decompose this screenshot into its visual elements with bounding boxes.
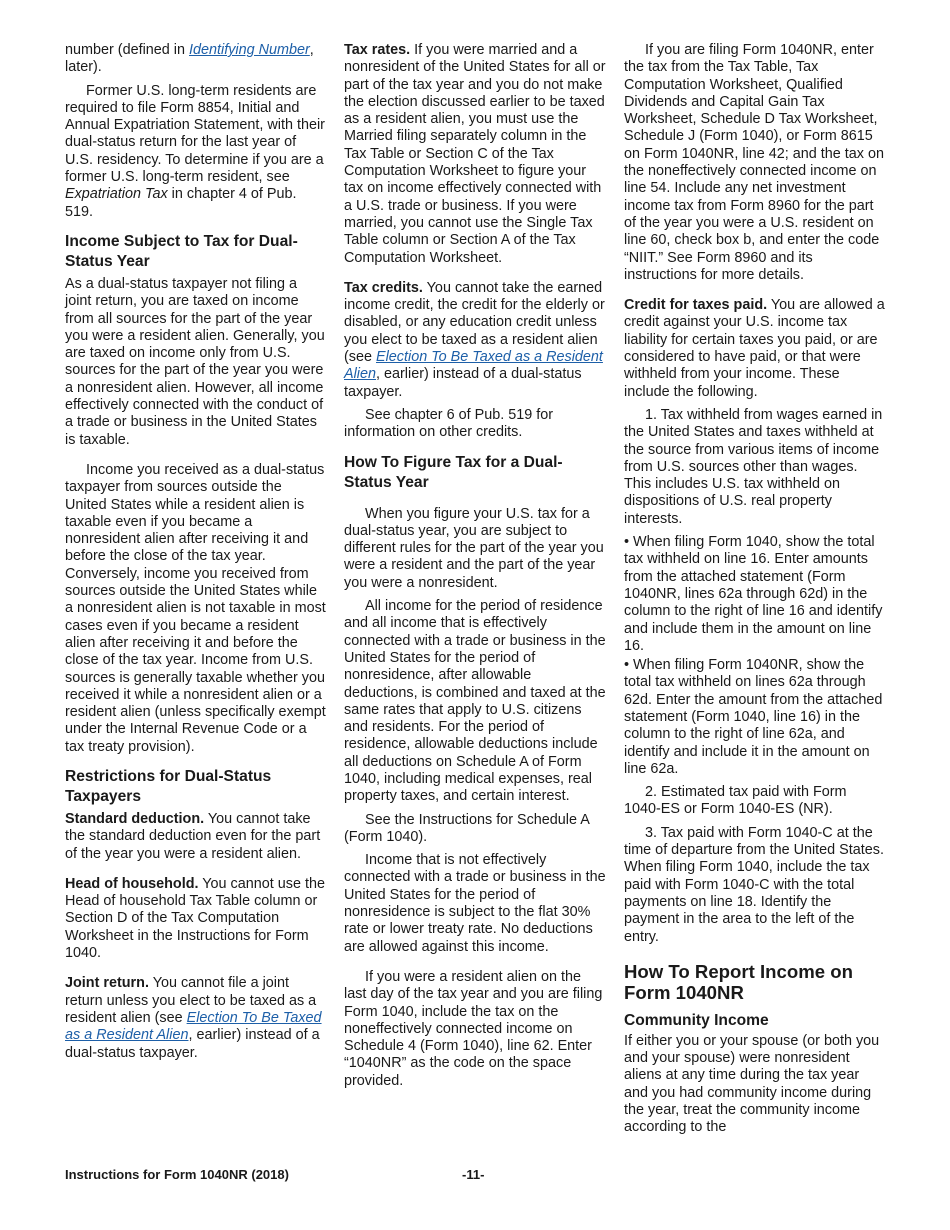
paragraph-chapter-6: See chapter 6 of Pub. 519 for information on other credits.	[344, 406, 554, 441]
paragraph-filing-1040nr: If you are filing Form 1040NR, enter the tax from the Tax Table, Tax Computation Worksheet, Qualified Dividends and Capital Gain Tax Worksheet, Schedule D Tax Worksheet, Schedule J (Form 1040), or Form 8615 on Form 1040NR, line 42; and the tax on the noneffectively connected income on line 54. Include any net investment income tax from Form 8960 for the part of the year you were a U.S. resident on line 60, check box b, and enter the code “NIIT.” See Form 8960 and its instructions for more details.	[624, 42, 884, 283]
heading-how-to-report-income: How To Report Income on Form 1040NR	[624, 960, 853, 1003]
paragraph-head-of-household: Head of household. You cannot use the Head of household Tax Table column or Section D of the Tax Computation Worksheet in the Instructions for Form 1040.	[65, 875, 325, 962]
bullet-form-1040nr: • When filing Form 1040NR, show the total tax withheld on lines 62a through 62d. Enter the amount from the attached statement (Form 1040, line 16) in the column to the right of line 62a, and identify and include it in the amount on line 62a.	[624, 657, 883, 777]
list-item-2: 2. Estimated tax paid with Form 1040-ES or Form 1040-ES (NR).	[624, 784, 847, 818]
paragraph-former-residents: Former U.S. long-term residents are required to file Form 8854, Initial and Annual Expatriation Statement, with their dual-status return for the last year of U.S. residency. To determine if you are a former U.S. long-term resident, see Expatriation Tax in chapter 4 of Pub. 519.	[65, 82, 325, 220]
election-resident-alien-link[interactable]: Election To Be Taxed as a Resident Alien	[344, 349, 603, 383]
identifying-number-link[interactable]: Identifying Number	[189, 42, 310, 58]
paragraph-figure-3: See the Instructions for Schedule A (Form 1040).	[344, 811, 589, 845]
bullet-form-1040: • When filing Form 1040, show the total tax withheld on line 16. Enter amounts from the attached statement (Form 1040NR, lines 62a through 62d) in the column to the right of line 16 and identify and include them in the amount on line 16.	[624, 534, 883, 654]
column-right	[624, 42, 886, 1143]
heading-restrictions: Restrictions for Dual-Status Taxpayers	[65, 767, 272, 805]
footer-form-title: Instructions for Form 1040NR (2018)	[65, 1167, 289, 1182]
heading-community-income: Community Income	[624, 1011, 769, 1029]
paragraph-community-income: If either you or your spouse (or both you and your spouse) were nonresident aliens at any time during the tax year and you had community income during the year, treat the community income according to the	[624, 1032, 880, 1136]
column-middle	[344, 42, 606, 1096]
paragraph-credit-taxes-paid: Credit for taxes paid. You are allowed a credit against your U.S. income tax liability for certain taxes you paid, or are considered to have paid, or that were withheld from your income. These include the following.	[624, 297, 885, 400]
paragraph-identifying-number: number (defined in Identifying Number, later).	[65, 42, 314, 76]
election-resident-alien-link[interactable]: Election To Be Taxed as a Resident Alien	[65, 1009, 322, 1044]
paragraph-figure-4: Income that is not effectively connected with a trade or business in the United States for the period of nonresidence is subject to the flat 30% rate or lower treaty rate. No deductions are allowed against this income.	[344, 852, 606, 955]
column-left	[65, 42, 327, 1068]
list-item-3: 3. Tax paid with Form 1040-C at the time of departure from the United States. When filing Form 1040, include the tax paid with Form 1040-C with the total payments on line 18. Identify the payment in the area to the left of the entry.	[624, 824, 884, 945]
heading-income-subject-to-tax: Income Subject to Tax for Dual-Status Year	[65, 232, 298, 270]
paragraph-tax-rates: Tax rates. If you were married and a nonresident of the United States for all or part of the tax year and you do not make the election discussed earlier to be taxed as a resident alien, you must use the Married filing separately column in the Tax Table or Section C of the Tax Computation Worksheet to figure your tax on income effectively connected with a U.S. trade or business. If you were married, you cannot use the Single Tax Table column or Section A of the Tax Computation Worksheet.	[344, 42, 606, 266]
list-item-1: 1. Tax withheld from wages earned in the United States and taxes withheld at the source from various items of income from U.S. sources other than wages. This includes U.S. tax withheld on dispositions of U.S. real property interests.	[624, 406, 883, 527]
paragraph-joint-return: Joint return. You cannot file a joint return unless you elect to be taxed as a resident alien (see Election To Be Taxed as a Resident Alien, earlier) instead of a dual-status taxpayer.	[65, 975, 322, 1061]
paragraph-figure-2: All income for the period of residence and all income that is effectively connected with a trade or business in the United States for the period of nonresidence, after allowable deductions, is combined and taxed at the same rates that apply to U.S. citizens and residents. For the period of residence, allowable deductions include all deductions on Schedule A of Form 1040, including medical expenses, real property taxes, and certain interest.	[344, 598, 606, 805]
paragraph-tax-credits: Tax credits. You cannot take the earned income credit, the credit for the elderly or disabled, or any education credit unless you elect to be taxed as a resident alien (see Election To Be Taxed as a Resident Alien, earlier) instead of a dual-status taxpayer.	[344, 279, 605, 400]
paragraph-figure-1: When you figure your U.S. tax for a dual-status year, you are subject to different rules for the part of the year you were a resident and the part of the year you were a nonresident.	[344, 505, 604, 591]
paragraph-standard-deduction: Standard deduction. You cannot take the standard deduction even for the part of the year you were a resident alien.	[65, 810, 321, 862]
page-number: -11-	[462, 1167, 485, 1182]
paragraph-income-received: Income you received as a dual-status taxpayer from sources outside the United States while a resident alien is taxable even if you became a nonresident alien after receiving it and before the close of the tax year. Conversely, income you received from sources outside the United States while a nonresident alien is not taxable in most cases even if you became a resident alien after receiving it and before the close of the tax year. Income from U.S. sources is generally taxable whether you received it while a nonresident alien or a resident alien (unless specifically exempt under the Internal Revenue Code or a tax treaty provision).	[65, 461, 326, 755]
heading-how-to-figure-tax: How To Figure Tax for a Dual-Status Year	[344, 453, 563, 491]
paragraph-figure-5: If you were a resident alien on the last day of the tax year and you are filing Form 1040, include the tax on the noneffectively connected income on Schedule 4 (Form 1040), line 62. Enter “1040NR” as the code on the space provided.	[344, 968, 603, 1089]
paragraph-dual-status-taxed: As a dual-status taxpayer not filing a joint return, you are taxed on income from all sources for the part of the year you were a resident alien. Generally, you are taxed on income only from U.S. sources for the part of the year you were a nonresident alien. However, all income effectively connected with the conduct of a trade or business in the United States is taxable.	[65, 275, 325, 448]
